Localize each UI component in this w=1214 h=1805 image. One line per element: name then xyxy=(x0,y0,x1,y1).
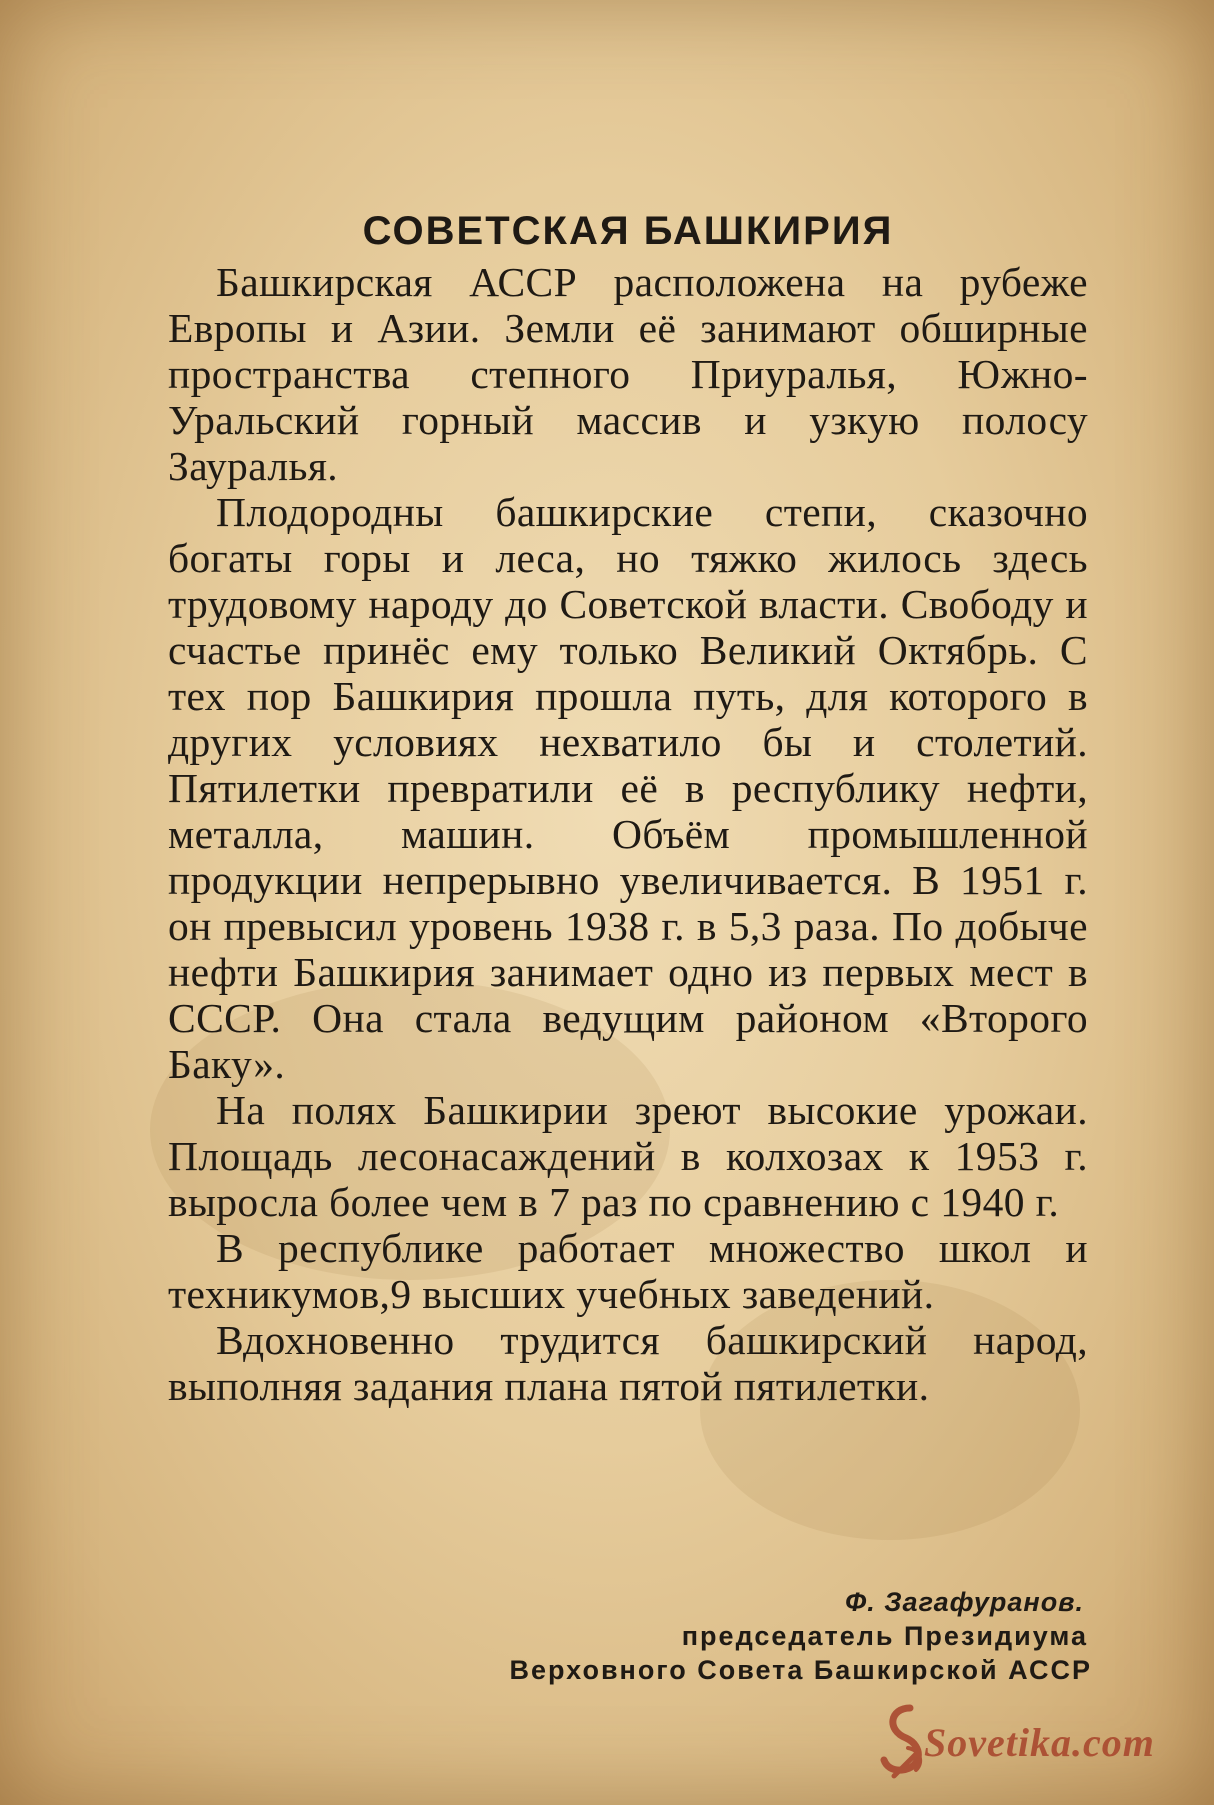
paragraph-1: Башкирская АССР расположена на рубеже Европы и Азии. Земли её занимают обширные пространства степного Приуралья, Южно-Уральский горный массив и узкую полосу Зауралья. xyxy=(168,259,1088,489)
paragraph-5: Вдохновенно трудится башкирский народ, выполняя задания плана пятой пятилетки. xyxy=(168,1317,1088,1409)
signature-block xyxy=(168,1585,1092,1687)
document-title: СОВЕТСКАЯ БАШКИРИЯ xyxy=(362,209,894,253)
paragraph-2: Плодородны башкирские степи, сказочно богаты горы и леса, но тяжко жилось здесь трудовому народу до Советской власти. Свободу и счастье принёс ему только Великий Октябрь. С тех пор Башкирия прошла путь, для которого в других условиях нехватило бы и столетий. Пятилетки превратили её в республику нефти, металла, машин. Объём промышленной продукции непрерывно увеличивается. В 1951 г. он превысил уровень 1938 г. в 5,3 раза. По добыче нефти Башкирия занимает одно из первых мест в СССР. Она стала ведущим районом «Второго Баку». xyxy=(168,489,1088,1087)
sovetika-watermark-logo xyxy=(872,1690,1192,1790)
author-name: Ф. Загафуранов. xyxy=(845,1587,1084,1617)
author-organization: Верховного Совета Башкирской АССР xyxy=(509,1655,1092,1685)
author-position: председатель Президиума xyxy=(681,1621,1088,1651)
paragraph-3: На полях Башкирии зреют высокие урожаи. Площадь лесонасаждений в колхозах к 1953 г. выросла более чем в 7 раз по сравнению с 1940 г. xyxy=(168,1087,1088,1225)
watermark-text: Sovetika.com xyxy=(924,1720,1155,1765)
paragraph-4: В республике работает множество школ и техникумов,9 высших учебных заведений. xyxy=(168,1225,1088,1317)
document-body xyxy=(168,205,1088,1409)
